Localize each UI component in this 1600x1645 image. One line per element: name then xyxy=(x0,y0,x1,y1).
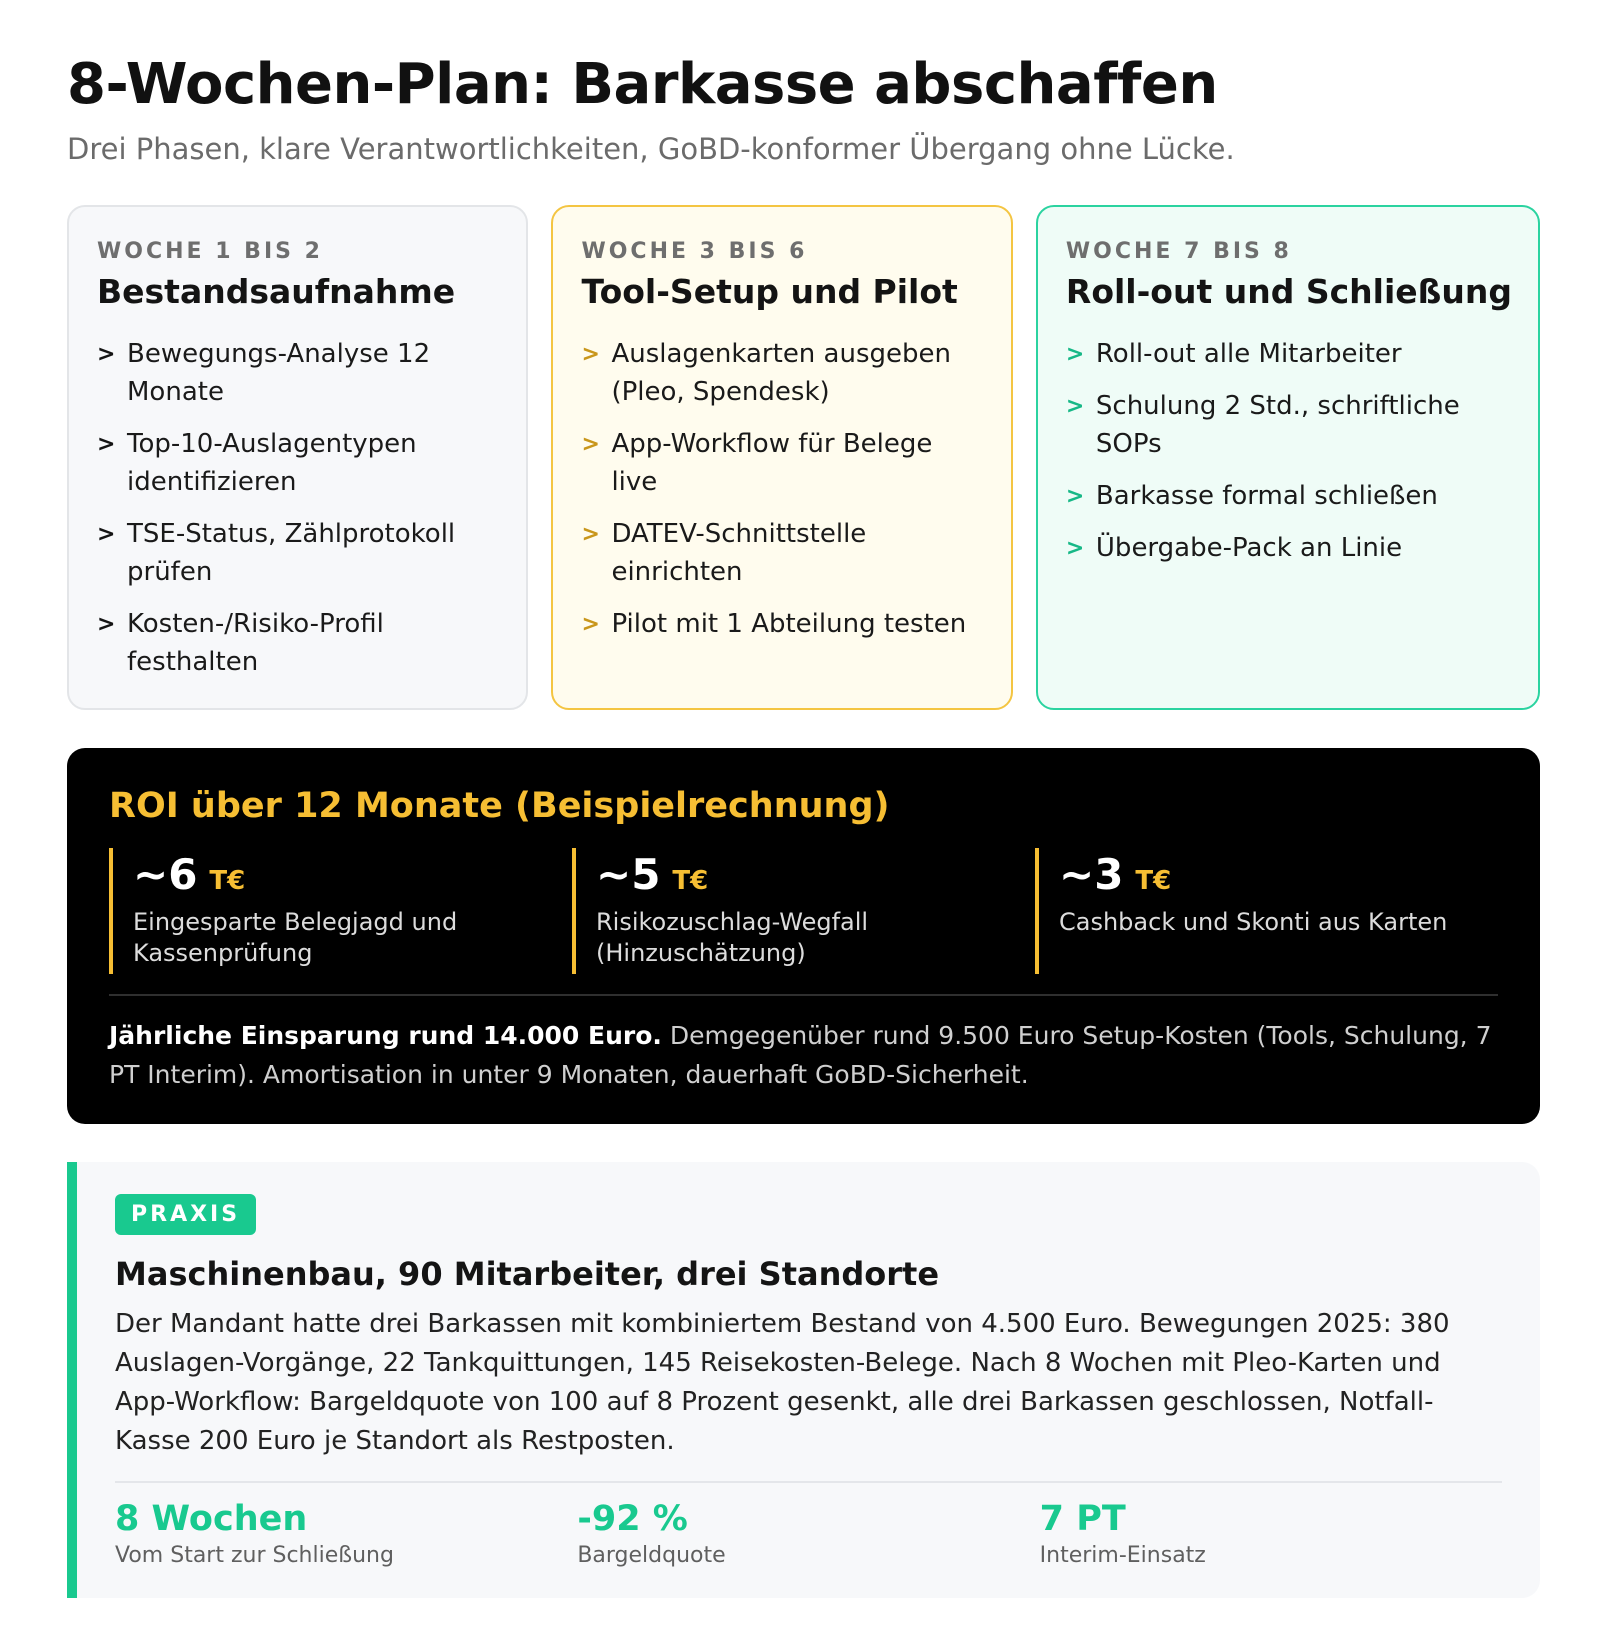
list-item-text: Pilot mit 1 Abteilung testen xyxy=(611,609,967,639)
roi-unit: T€ xyxy=(209,866,246,896)
phase-list xyxy=(581,335,984,643)
chevron-right-icon: > xyxy=(581,342,600,367)
roi-summary-text: Demgegenüber rund 9.500 Euro Setup-Kosten (Tools, Schulung, 7 PT Interim). Amortisation in unter 9 Monaten, dauerhaft GoBD-Sicherheit. xyxy=(109,1021,1492,1089)
praxis-badge: PRAXIS xyxy=(115,1194,256,1235)
stat-value: 8 Wochen xyxy=(115,1499,308,1539)
roi-metric xyxy=(1035,848,1498,974)
list-item xyxy=(97,425,500,501)
roi-metric xyxy=(109,848,572,974)
list-item-text: Top-10-Auslagentypen identifizieren xyxy=(127,429,417,497)
roi-unit: T€ xyxy=(672,866,709,896)
phase-card-3 xyxy=(1036,205,1540,710)
praxis-body: Der Mandant hatte drei Barkassen mit kombiniertem Bestand von 4.500 Euro. Bewegungen 2025: 380 Auslagen-Vorgänge, 22 Tankquittungen, 145 Reisekosten-Belege. Nach 8 Wochen mit Pleo-Karten und App-Workflow: Bargeldquote von 100 auf 8 Prozent gesenkt, alle drei Barkassen geschlossen, Notfall-Kasse 200 Euro je Standort als Restposten. xyxy=(115,1309,1450,1456)
list-item xyxy=(581,605,984,643)
phase-card-1 xyxy=(67,205,528,710)
list-item-text: Kosten-/Risiko-Profil festhalten xyxy=(127,609,384,677)
stat-label: Interim-Einsatz xyxy=(1039,1543,1206,1568)
roi-metric xyxy=(572,848,1035,974)
roi-summary xyxy=(109,1016,1498,1094)
roi-number: ~5 xyxy=(596,850,661,899)
page-title: 8-Wochen-Plan: Barkasse abschaffen xyxy=(67,52,1218,117)
praxis-case-panel xyxy=(67,1162,1540,1598)
chevron-right-icon: > xyxy=(97,432,116,457)
stat-value: 7 PT xyxy=(1039,1499,1126,1539)
list-item-text: App-Workflow für Belege live xyxy=(611,429,933,497)
list-item xyxy=(97,605,500,681)
chevron-right-icon: > xyxy=(581,612,600,637)
list-item xyxy=(581,425,984,501)
phase-card-2 xyxy=(551,205,1012,710)
roi-metrics xyxy=(109,848,1498,974)
list-item xyxy=(1066,335,1512,373)
stat-value: -92 % xyxy=(577,1499,688,1539)
list-item-text: Bewegungs-Analyse 12 Monate xyxy=(127,339,431,407)
chevron-right-icon: > xyxy=(1065,342,1085,367)
praxis-stat xyxy=(577,1499,1039,1568)
phase-cards xyxy=(67,205,1540,710)
roi-panel xyxy=(67,748,1540,1124)
praxis-divider xyxy=(115,1481,1502,1483)
roi-value xyxy=(596,848,1035,899)
list-item-text: Schulung 2 Std., schriftliche SOPs xyxy=(1095,391,1460,459)
phase-kicker: WOCHE 3 BIS 6 xyxy=(581,239,808,264)
phase-list xyxy=(1066,335,1512,567)
list-item xyxy=(1066,387,1512,463)
chevron-right-icon: > xyxy=(97,612,116,637)
phase-list xyxy=(97,335,500,681)
stat-label: Bargeldquote xyxy=(577,1543,726,1568)
list-item xyxy=(581,335,984,411)
list-item-text: Barkasse formal schließen xyxy=(1095,481,1438,511)
roi-label: Cashback und Skonti aus Karten xyxy=(1059,908,1448,936)
list-item xyxy=(581,515,984,591)
roi-label: Eingesparte Belegjagd und Kassenprüfung xyxy=(133,908,458,967)
chevron-right-icon: > xyxy=(1065,394,1085,419)
roi-number: ~6 xyxy=(133,850,198,899)
praxis-stats xyxy=(115,1499,1502,1568)
phase-kicker: WOCHE 1 BIS 2 xyxy=(97,239,323,264)
chevron-right-icon: > xyxy=(97,522,116,547)
list-item xyxy=(97,335,500,411)
chevron-right-icon: > xyxy=(1065,484,1085,509)
chevron-right-icon: > xyxy=(581,522,600,547)
roi-summary-bold: Jährliche Einsparung rund 14.000 Euro. xyxy=(109,1021,662,1050)
list-item-text: Auslagenkarten ausgeben (Pleo, Spendesk) xyxy=(611,339,951,407)
page-subtitle: Drei Phasen, klare Verantwortlichkeiten, GoBD-konformer Übergang ohne Lücke. xyxy=(67,132,1235,166)
list-item xyxy=(1066,477,1512,515)
roi-label: Risikozuschlag-Wegfall (Hinzuschätzung) xyxy=(596,908,869,967)
roi-number: ~3 xyxy=(1059,850,1124,899)
phase-title: Roll-out und Schließung xyxy=(1065,272,1513,311)
list-item xyxy=(97,515,500,591)
phase-kicker: WOCHE 7 BIS 8 xyxy=(1065,239,1292,264)
praxis-stat xyxy=(1040,1499,1502,1568)
list-item xyxy=(1066,529,1512,567)
roi-title: ROI über 12 Monate (Beispielrechnung) xyxy=(109,786,890,826)
roi-unit: T€ xyxy=(1135,866,1172,896)
stat-label: Vom Start zur Schließung xyxy=(115,1543,394,1568)
chevron-right-icon: > xyxy=(1065,536,1085,561)
roi-value xyxy=(133,848,572,899)
roi-value xyxy=(1059,848,1498,899)
chevron-right-icon: > xyxy=(581,432,600,457)
phase-title: Tool-Setup und Pilot xyxy=(581,272,958,311)
chevron-right-icon: > xyxy=(97,342,116,367)
list-item-text: DATEV-Schnittstelle einrichten xyxy=(611,519,867,587)
list-item-text: Roll-out alle Mitarbeiter xyxy=(1095,339,1402,369)
list-item-text: TSE-Status, Zählprotokoll prüfen xyxy=(127,519,456,587)
praxis-title: Maschinenbau, 90 Mitarbeiter, drei Standorte xyxy=(115,1255,940,1293)
praxis-stat xyxy=(115,1499,577,1568)
list-item-text: Übergabe-Pack an Linie xyxy=(1095,533,1403,563)
phase-title: Bestandsaufnahme xyxy=(97,272,456,311)
roi-divider xyxy=(109,994,1498,996)
